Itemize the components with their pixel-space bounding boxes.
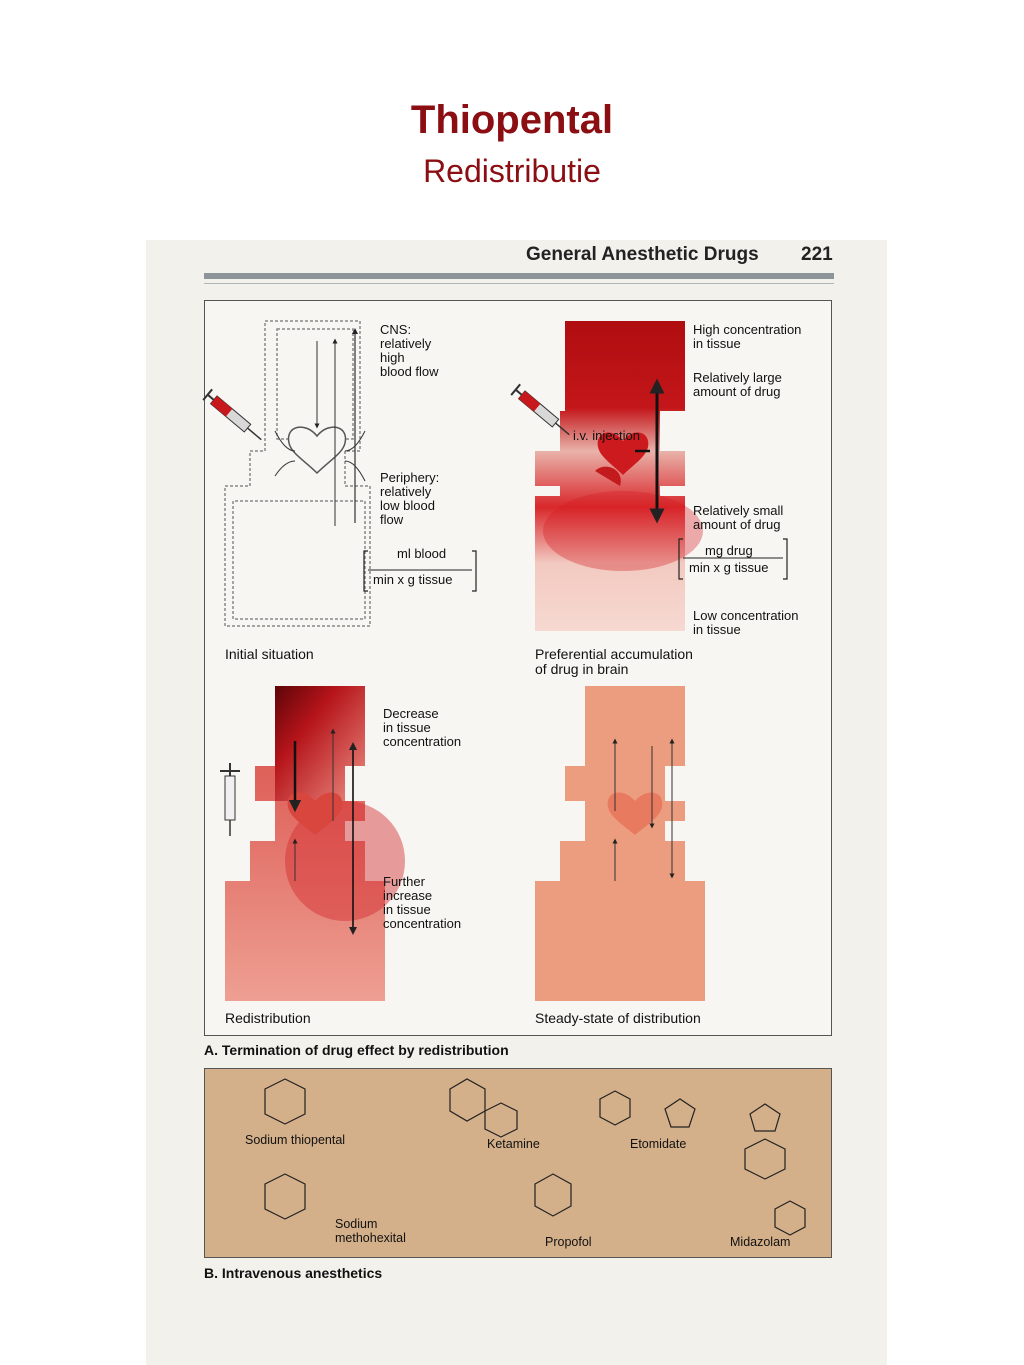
syringe-icon (203, 389, 266, 445)
caption-redistribution: Redistribution (225, 1010, 311, 1026)
periphery-label: Periphery: relatively low blood flow (380, 470, 440, 527)
low-concentration-label: Low concentration in tissue (693, 608, 799, 637)
drug-label-propofol: Propofol (545, 1235, 592, 1249)
high-concentration-label: High concentration in tissue (693, 322, 802, 351)
figure-b (204, 1068, 832, 1258)
fraction-mg-drug: mg drug (705, 543, 753, 558)
cns-label: CNS: relatively high blood flow (380, 322, 439, 379)
decrease-label: Decrease in tissue concentration (383, 706, 462, 749)
drug-label-etomidate: Etomidate (630, 1137, 687, 1151)
panel-redistribution-shape (225, 686, 405, 1001)
caption-steady-state: Steady-state of distribution (535, 1010, 701, 1026)
injection-label: i.v. injection (573, 428, 640, 443)
chemical-structures (205, 1069, 831, 1257)
book-page (146, 240, 887, 1365)
drug-label-sodium-methohexital: Sodium methohexital (335, 1217, 406, 1245)
fraction-ml-blood: ml blood (397, 546, 447, 561)
slide-subtitle: Redistributie (423, 153, 601, 189)
increase-label: Further increase in tissue concentration (383, 874, 462, 931)
small-amount-label: Relatively small amount of drug (693, 503, 784, 532)
slide-title: Thiopental (410, 98, 614, 142)
figure-a-caption: A. Termination of drug effect by redistribution (204, 1042, 509, 1058)
drug-label-ketamine: Ketamine (487, 1137, 540, 1151)
large-amount-label: Relatively large amount of drug (693, 370, 782, 399)
page-header-title: General Anesthetic Drugs (526, 244, 759, 265)
panel-initial-outline (225, 321, 370, 626)
fraction-min-tissue: min x g tissue (373, 572, 453, 587)
drug-label-sodium-thiopental: Sodium thiopental (245, 1133, 346, 1147)
drug-label-midazolam: Midazolam (730, 1235, 791, 1249)
panel-steady-shape (535, 686, 705, 1001)
figure-b-caption: B. Intravenous anesthetics (204, 1265, 383, 1281)
panel-preferential-shape (535, 321, 703, 631)
panel-initial-heart (275, 331, 365, 526)
page-number: 221 (801, 244, 833, 265)
figure-a (204, 300, 832, 1036)
caption-initial: Initial situation (225, 646, 314, 662)
fraction-min-tissue-2: min x g tissue (689, 560, 769, 575)
header-rule (204, 273, 834, 279)
caption-preferential: Preferential accumulation of drug in brain (535, 646, 693, 677)
header-rule-thin (204, 283, 834, 284)
syringe-empty-icon (220, 763, 240, 836)
figure-a-drawing (205, 301, 831, 1035)
